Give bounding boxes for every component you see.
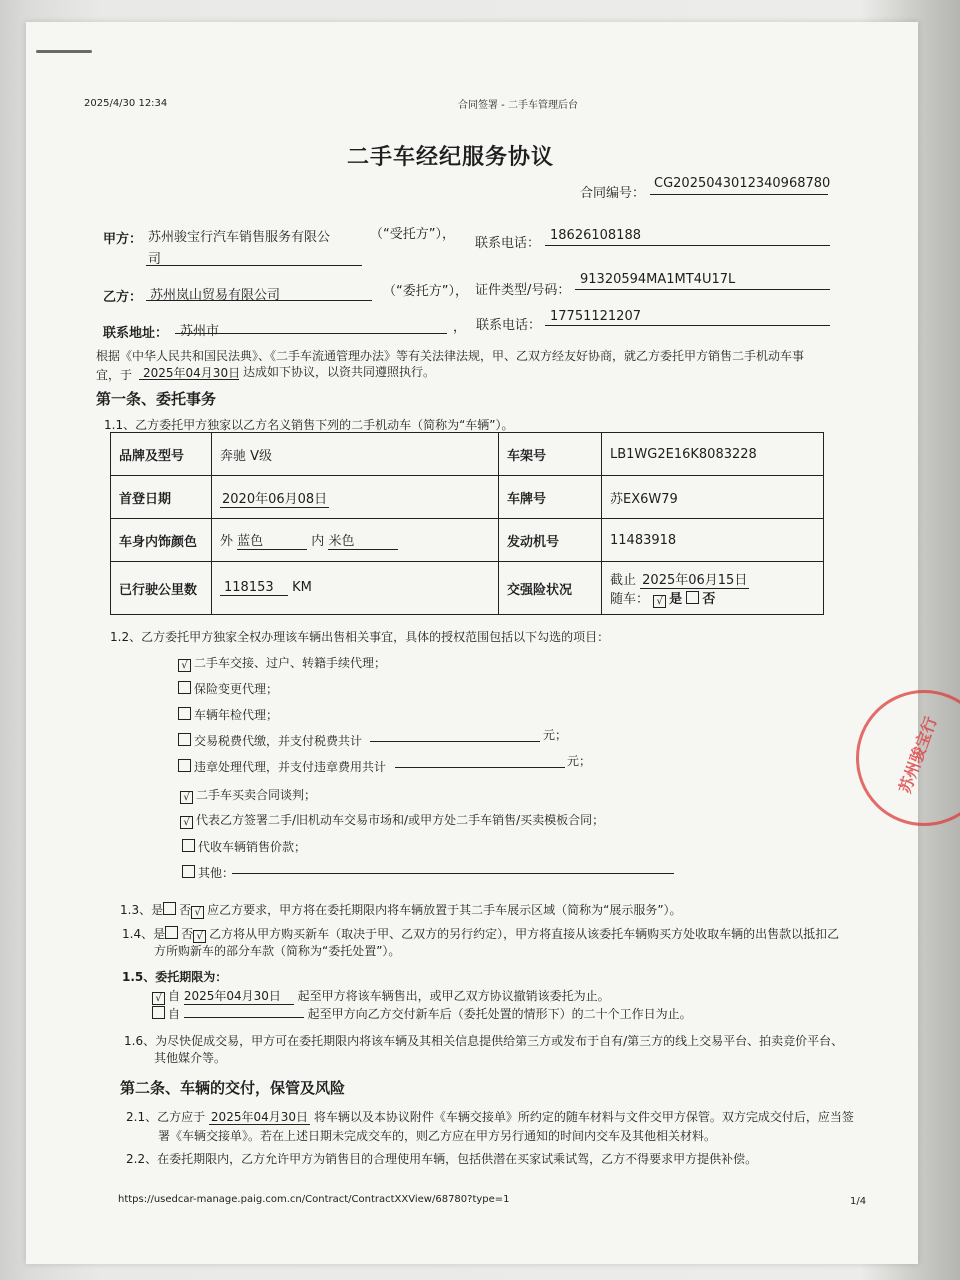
clause-1-4-num: 1.4、 [122,927,154,941]
color-label: 车身内饰颜色 [111,519,212,562]
option-1-checkbox[interactable]: √ [178,659,191,672]
reg-date-cell [212,476,499,519]
option-5 [178,758,386,775]
party-a-role: （“受托方”）， [370,227,455,242]
option-8-checkbox[interactable] [182,839,195,852]
vin-value: LB1WG2E16K8083228 [602,433,824,476]
clause-1-4-yes: 是 [153,927,166,941]
vehicle-table [110,432,824,615]
option-7-text: 代表乙方签署二手/旧机动车交易市场和/或甲方处二手车销售/买卖模板合同； [196,813,605,827]
clause-1-5-title: 1.5、委托期限为： [122,970,228,984]
party-b-id-label: 证件类型/号码： [475,283,571,298]
insurance-yes-checkbox[interactable]: √ [653,595,666,608]
insurance-no-checkbox[interactable] [686,591,699,604]
option-6-checkbox[interactable]: √ [180,791,193,804]
clause-1-5-a-date: 2025年04月30日 [184,987,294,1005]
party-b-role: （“委托方”）， [383,284,468,299]
option-4-text: 交易税费代缴，并支付税费共计 [194,734,363,748]
exterior-color: 蓝色 [237,530,307,550]
party-a-name-cont: 司 [148,252,162,267]
clause-1-5-b-blank [184,1017,304,1018]
brand-value: 奔驰 V级 [212,433,499,476]
clause-1-5-a-text: 起至甲方将该车辆售出，或甲乙双方协议撤销该委托为止。 [297,989,610,1003]
clause-1-4 [122,925,839,943]
clause-2-1-c: 署《车辆交接单》。若在上述日期未完成交车的，则乙方应在甲方另行通知的时间内交车及其他相关材料。 [158,1129,717,1143]
brand-label: 品牌及型号 [111,433,212,476]
contract-no-value: CG2025043012340968780 [654,176,831,191]
clause-1-6-line1: 1.6、为尽快促成交易，甲方可在委托期限内将该车辆及其相关信息提供给第三方或发布于自有/第三方的线上交易平台、拍卖竞价平台、 [124,1034,844,1048]
option-4 [178,732,362,749]
clause-1-5-a-prefix: 自 [168,989,181,1003]
insurance-label: 交强险状况 [499,562,602,615]
party-b-name: 苏州岚山贸易有限公司 [150,288,281,303]
option-6-text: 二手车买卖合同谈判； [196,788,317,802]
mileage-label: 已行驶公里数 [111,562,212,615]
option-2 [178,680,278,697]
clause-2-2: 2.2、在委托期限内，乙方允许甲方为销售目的合理使用车辆，包括供潜在买家试乘试驾，乙方不得要求甲方提供补偿。 [126,1152,758,1166]
option-3-text: 车辆年检代理； [194,708,279,722]
insurance-no-label: 否 [702,591,716,607]
clause-1-6-line2: 其他媒介等。 [154,1051,227,1065]
option-1 [178,654,386,672]
clause-1-3-no: 否 [179,903,192,917]
plate-value: 苏EX6W79 [602,476,824,519]
reg-date-value: 2020年06月08日 [222,491,328,507]
option-7 [180,811,604,829]
option-4-checkbox[interactable] [178,733,191,746]
option-9 [182,864,234,881]
page-number: 1/4 [850,1196,867,1207]
preamble-line2-b: 达成如下协议，以资共同遵照执行。 [243,365,436,379]
clause-2-1-a: 2.1、乙方应于 [126,1110,206,1124]
mileage-cell [212,562,499,615]
option-4-suffix: 元； [543,728,568,742]
clause-1-4-text1: 乙方将从甲方购买新车（取决于甲、乙双方的另行约定），甲方将直接从该委托车辆购买方处收取车辆的出售款以抵扣乙 [209,927,840,941]
clause-2-1 [126,1108,854,1125]
address-label: 联系地址： [103,326,169,341]
option-2-checkbox[interactable] [178,681,191,694]
clause-1-1: 1.1、乙方委托甲方独家以乙方名义销售下列的二手机动车（简称为“车辆”）。 [104,418,514,432]
clause-1-3-text: 应乙方要求，甲方将在委托期限内将车辆放置于其二手车展示区域（简称为“展示服务”）。 [207,903,682,917]
option-9-checkbox[interactable] [182,865,195,878]
insurance-cell [602,562,824,615]
print-datetime: 2025/4/30 12:34 [84,98,168,109]
footer-url: https://usedcar-manage.paig.com.cn/Contract/ContractXXView/68780?type=1 [118,1194,510,1205]
clause-1-3 [120,901,682,919]
clause-1-5-b-text: 起至甲方向乙方交付新车后（委托处置的情形下）的二十个工作日为止。 [307,1007,692,1021]
engine-label: 发动机号 [499,519,602,562]
mileage-value: 118153 [220,580,288,596]
plate-label: 车牌号 [499,476,602,519]
clause-1-5-b-checkbox[interactable] [152,1006,165,1019]
company-seal-text: 苏州骏宝行 [895,713,941,796]
preamble-line2-a: 宜，于 [96,368,133,382]
insurance-yes-label: 是 [669,591,683,607]
address-value: 苏州市 [180,324,220,339]
clause-1-5-a [152,987,610,1005]
pen-mark [36,50,92,53]
engine-value: 11483918 [602,519,824,562]
clause-1-4-no-checkbox[interactable]: √ [193,930,206,943]
option-3-checkbox[interactable] [178,707,191,720]
clause-1-5-a-checkbox[interactable]: √ [152,992,165,1005]
address-comma: ， [453,320,467,335]
color-cell [212,519,499,562]
print-site-title: 合同签署 - 二手车管理后台 [458,100,578,111]
party-a-phone-label: 联系电话： [475,236,541,251]
option-1-text: 二手车交接、过户、转籍手续代理； [194,656,387,670]
party-b-label: 乙方： [103,290,143,305]
preamble-date: 2025年04月30日 [143,366,241,380]
section1-title: 第一条、委托事务 [96,390,217,408]
option-7-checkbox[interactable]: √ [180,816,193,829]
party-a-name: 苏州骏宝行汽车销售服务有限公 [148,230,331,245]
clause-1-3-no-checkbox[interactable]: √ [191,906,204,919]
contract-no-label: 合同编号： [580,186,646,201]
insurance-with-label: 随车： [610,591,650,607]
party-a-label: 甲方： [103,232,143,247]
party-a-phone: 18626108188 [550,228,641,243]
option-9-text: 其他： [198,866,235,880]
clause-1-3-yes: 是 [151,903,164,917]
option-5-suffix: 元； [567,754,592,768]
interior-prefix: 内 [311,534,325,549]
option-8 [182,838,306,855]
option-2-text: 保险变更代理； [194,682,279,696]
clause-1-4-text2: 方所购新车的部分车款（简称为“委托处置”）。 [154,944,401,958]
clause-1-3-num: 1.3、 [120,903,152,917]
document-title: 二手车经纪服务协议 [347,145,555,170]
mileage-unit: KM [292,580,312,595]
insurance-until: 2025年06月15日 [642,572,748,588]
insurance-until-prefix: 截止 [610,572,637,588]
section2-title: 第二条、车辆的交付，保管及风险 [120,1079,346,1097]
clause-2-1-date: 2025年04月30日 [210,1110,309,1124]
option-6 [180,786,316,804]
clause-1-4-yes-checkbox[interactable] [165,926,178,939]
clause-1-2: 1.2、乙方委托甲方独家全权办理该车辆出售相关事宜，具体的授权范围包括以下勾选的项目： [110,630,610,644]
option-3 [178,706,278,723]
clause-1-4-no: 否 [181,927,194,941]
interior-color: 米色 [328,530,398,550]
clause-1-5-b [152,1005,692,1022]
option-8-text: 代收车辆销售价款； [198,840,307,854]
party-b-phone: 17751121207 [550,309,641,324]
clause-1-5-b-prefix: 自 [168,1007,181,1021]
clause-1-3-yes-checkbox[interactable] [163,902,176,915]
party-b-phone-label: 联系电话： [476,318,542,333]
option-5-text: 违章处理代理，并支付违章费用共计 [194,760,387,774]
preamble-line1: 根据《中华人民共和国民法典》、《二手车流通管理办法》等有关法律法规，甲、乙双方经友好协商，就乙方委托甲方销售二手机动车事 [96,349,805,363]
reg-date-label: 首登日期 [111,476,212,519]
clause-2-1-b: 将车辆以及本协议附件《车辆交接单》所约定的随车材料与文件交甲方保管。双方完成交付后，应当签 [313,1110,854,1124]
option-5-checkbox[interactable] [178,759,191,772]
party-b-id: 91320594MA1MT4U17L [580,272,736,287]
vin-label: 车架号 [499,433,602,476]
exterior-prefix: 外 [220,534,234,549]
